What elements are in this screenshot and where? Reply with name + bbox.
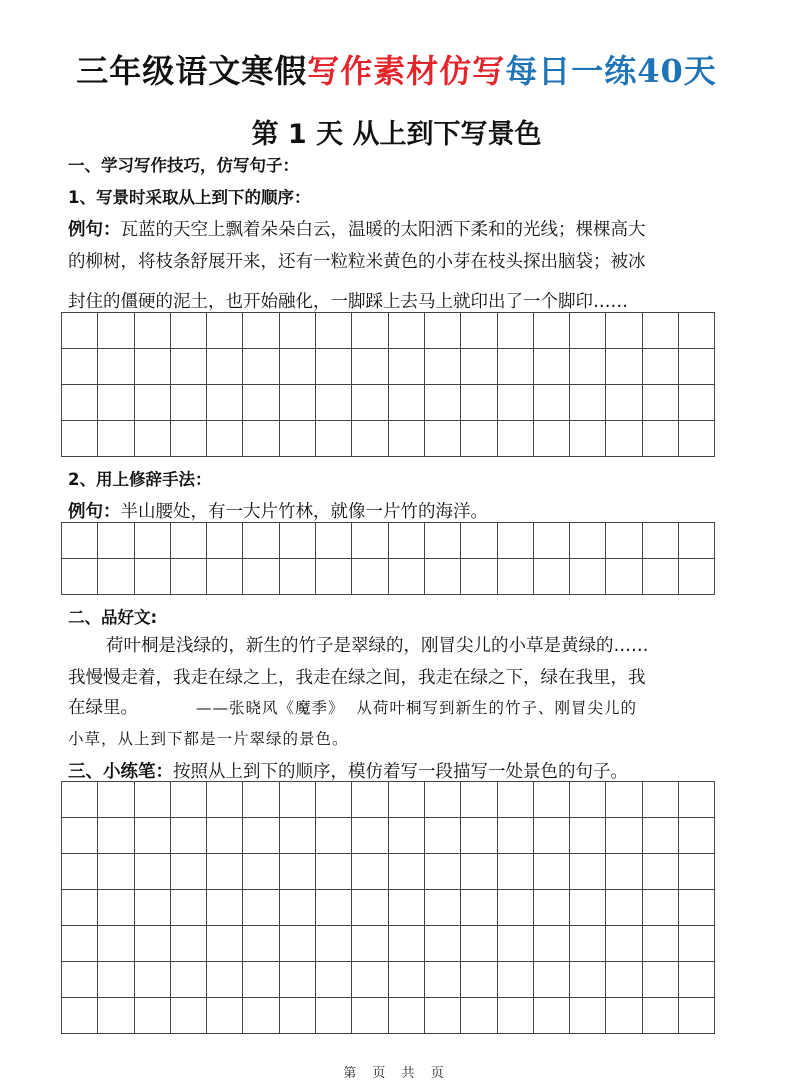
item2-example-line [68, 498, 488, 523]
grid-cell[interactable] [207, 998, 243, 1034]
grid-cell[interactable] [279, 559, 315, 595]
item1-example-line-1 [68, 216, 646, 241]
grid-cell[interactable] [570, 854, 606, 890]
grid-cell[interactable] [424, 890, 460, 926]
grid-cell[interactable] [570, 313, 606, 349]
grid-cell[interactable] [352, 421, 388, 457]
grid-cell[interactable] [207, 421, 243, 457]
grid-cell[interactable] [642, 385, 678, 421]
grid-cell[interactable] [243, 998, 279, 1034]
grid-cell[interactable] [533, 890, 569, 926]
grid-row [62, 962, 715, 998]
grid-cell[interactable] [352, 349, 388, 385]
grid-cell[interactable] [388, 385, 424, 421]
grid-cell[interactable] [98, 926, 134, 962]
grid-cell[interactable] [352, 313, 388, 349]
grid-cell[interactable] [570, 782, 606, 818]
grid-cell[interactable] [606, 385, 642, 421]
grid-row [62, 782, 715, 818]
example-label: 例句： [68, 220, 121, 240]
grid-cell[interactable] [533, 962, 569, 998]
grid-row [62, 385, 715, 421]
grid-cell[interactable] [62, 962, 98, 998]
grid-cell[interactable] [279, 349, 315, 385]
passage-line-1: 荷叶桐是浅绿的，新生的竹子是翠绿的，刚冒尖儿的小草是黄绿的…… [106, 636, 649, 656]
grid-cell[interactable] [279, 421, 315, 457]
grid-cell[interactable] [134, 998, 170, 1034]
grid-cell[interactable] [461, 559, 497, 595]
section3-heading: 三、小练笔： [68, 762, 173, 782]
grid-cell[interactable] [388, 854, 424, 890]
grid-row [62, 926, 715, 962]
grid-cell[interactable] [679, 998, 715, 1034]
grid-cell[interactable] [316, 385, 352, 421]
grid-cell[interactable] [352, 890, 388, 926]
grid-cell[interactable] [533, 818, 569, 854]
grid-cell[interactable] [497, 962, 533, 998]
grid-cell[interactable] [207, 385, 243, 421]
grid-cell[interactable] [316, 782, 352, 818]
grid-cell[interactable] [642, 559, 678, 595]
grid-cell[interactable] [606, 854, 642, 890]
grid-cell[interactable] [352, 385, 388, 421]
grid-cell[interactable] [316, 998, 352, 1034]
grid-cell[interactable] [352, 782, 388, 818]
grid-cell[interactable] [679, 385, 715, 421]
grid-cell[interactable] [134, 523, 170, 559]
grid-cell[interactable] [642, 313, 678, 349]
grid-cell[interactable] [424, 926, 460, 962]
grid-cell[interactable] [316, 962, 352, 998]
grid-cell[interactable] [134, 962, 170, 998]
section3-line [68, 758, 628, 783]
grid-cell[interactable] [243, 962, 279, 998]
grid-cell[interactable] [606, 818, 642, 854]
grid-cell[interactable] [497, 782, 533, 818]
grid-cell[interactable] [207, 890, 243, 926]
grid-cell[interactable] [316, 890, 352, 926]
grid-cell[interactable] [279, 926, 315, 962]
day-title: 第 1 天 从上到下写景色 [251, 119, 542, 150]
grid-cell[interactable] [424, 559, 460, 595]
passage-line-3 [68, 694, 637, 719]
grid-cell[interactable] [352, 998, 388, 1034]
passage-line-2: 我慢慢走着，我走在绿之上，我走在绿之间，我走在绿之下，绿在我里，我 [68, 668, 646, 688]
grid-cell[interactable] [497, 818, 533, 854]
grid-cell[interactable] [461, 890, 497, 926]
grid-cell[interactable] [98, 523, 134, 559]
item1-example-line-3: 封住的僵硬的泥土，也开始融化，一脚踩上去马上就印出了一个脚印…… [68, 292, 628, 312]
grid-cell[interactable] [642, 523, 678, 559]
grid-cell[interactable] [98, 998, 134, 1034]
grid-cell[interactable] [170, 926, 206, 962]
grid-cell[interactable] [424, 349, 460, 385]
grid-cell[interactable] [606, 313, 642, 349]
writing-grid-1[interactable] [61, 312, 715, 457]
grid-cell[interactable] [461, 818, 497, 854]
grid-cell[interactable] [352, 854, 388, 890]
grid-cell[interactable] [461, 421, 497, 457]
grid-cell[interactable] [679, 926, 715, 962]
grid-cell[interactable] [243, 890, 279, 926]
grid-row [62, 998, 715, 1034]
example-text: 瓦蓝的天空上飘着朵朵白云，温暖的太阳洒下柔和的光线；棵棵高大 [120, 220, 646, 240]
grid-cell[interactable] [497, 998, 533, 1034]
grid-cell[interactable] [679, 890, 715, 926]
grid-cell[interactable] [170, 818, 206, 854]
grid-cell[interactable] [243, 523, 279, 559]
grid-cell[interactable] [62, 818, 98, 854]
grid-cell[interactable] [170, 962, 206, 998]
page-footer: 第 页 共 页 [343, 1066, 450, 1081]
grid-cell[interactable] [316, 818, 352, 854]
grid-cell[interactable] [679, 818, 715, 854]
section2-heading: 二、品好文: [68, 608, 158, 627]
grid-cell[interactable] [461, 313, 497, 349]
grid-row [62, 523, 715, 559]
grid-cell[interactable] [497, 313, 533, 349]
grid-cell[interactable] [533, 349, 569, 385]
grid-cell[interactable] [424, 962, 460, 998]
grid-cell[interactable] [533, 782, 569, 818]
example-text: 半山腰处，有一大片竹林，就像一片竹的海洋。 [120, 502, 488, 522]
grid-cell[interactable] [134, 818, 170, 854]
grid-cell[interactable] [388, 962, 424, 998]
grid-cell[interactable] [279, 998, 315, 1034]
grid-cell[interactable] [207, 523, 243, 559]
grid-cell[interactable] [98, 385, 134, 421]
grid-cell[interactable] [279, 818, 315, 854]
grid-cell[interactable] [570, 523, 606, 559]
grid-cell[interactable] [461, 926, 497, 962]
grid-cell[interactable] [424, 998, 460, 1034]
grid-cell[interactable] [424, 385, 460, 421]
grid-cell[interactable] [497, 385, 533, 421]
grid-cell[interactable] [679, 421, 715, 457]
item1-example-line-2: 的柳树，将枝条舒展开来，还有一粒粒米黄色的小芽在枝头探出脑袋；被冰 [68, 252, 646, 272]
grid-cell[interactable] [388, 523, 424, 559]
grid-cell[interactable] [316, 523, 352, 559]
grid-cell[interactable] [533, 926, 569, 962]
grid-cell[interactable] [388, 818, 424, 854]
grid-cell[interactable] [388, 349, 424, 385]
grid-cell[interactable] [497, 349, 533, 385]
grid-row [62, 854, 715, 890]
grid-cell[interactable] [62, 523, 98, 559]
grid-cell[interactable] [533, 385, 569, 421]
grid-cell[interactable] [134, 385, 170, 421]
grid-cell[interactable] [62, 313, 98, 349]
grid-cell[interactable] [316, 421, 352, 457]
grid-cell[interactable] [570, 349, 606, 385]
grid-cell[interactable] [98, 313, 134, 349]
grid-row [62, 349, 715, 385]
grid-cell[interactable] [279, 523, 315, 559]
grid-cell[interactable] [642, 890, 678, 926]
passage-comment-1: 从荷叶桐写到新生的竹子、刚冒尖儿的 [356, 699, 638, 717]
grid-cell[interactable] [243, 559, 279, 595]
grid-cell[interactable] [352, 523, 388, 559]
grid-cell[interactable] [134, 782, 170, 818]
grid-cell[interactable] [134, 926, 170, 962]
grid-cell[interactable] [170, 385, 206, 421]
grid-cell[interactable] [388, 559, 424, 595]
grid-cell[interactable] [207, 854, 243, 890]
passage-comment-2: 小草，从上到下都是一片翠绿的景色。 [68, 730, 349, 748]
grid-cell[interactable] [207, 962, 243, 998]
grid-cell[interactable] [606, 421, 642, 457]
grid-cell[interactable] [388, 313, 424, 349]
grid-cell[interactable] [243, 349, 279, 385]
grid-cell[interactable] [279, 890, 315, 926]
grid-cell[interactable] [606, 349, 642, 385]
grid-cell[interactable] [679, 559, 715, 595]
grid-cell[interactable] [352, 926, 388, 962]
grid-cell[interactable] [207, 349, 243, 385]
grid-cell[interactable] [642, 854, 678, 890]
grid-cell[interactable] [570, 962, 606, 998]
grid-cell[interactable] [606, 962, 642, 998]
grid-cell[interactable] [243, 854, 279, 890]
section1-heading: 一、学习写作技巧，仿写句子： [68, 156, 299, 175]
grid-cell[interactable] [570, 385, 606, 421]
grid-cell[interactable] [570, 998, 606, 1034]
grid-cell[interactable] [279, 313, 315, 349]
header-part-3: 每日一练40天 [505, 52, 717, 90]
grid-cell[interactable] [243, 782, 279, 818]
grid-cell[interactable] [170, 313, 206, 349]
grid-row [62, 313, 715, 349]
grid-cell[interactable] [679, 854, 715, 890]
grid-cell[interactable] [679, 782, 715, 818]
writing-grid-3[interactable] [61, 781, 715, 1034]
section3-instruction: 按照从上到下的顺序，模仿着写一段描写一处景色的句子。 [173, 762, 628, 782]
grid-cell[interactable] [134, 313, 170, 349]
grid-cell[interactable] [461, 962, 497, 998]
grid-cell[interactable] [316, 926, 352, 962]
grid-cell[interactable] [243, 818, 279, 854]
grid-cell[interactable] [461, 854, 497, 890]
grid-cell[interactable] [388, 782, 424, 818]
grid-cell[interactable] [461, 385, 497, 421]
grid-cell[interactable] [207, 313, 243, 349]
grid-cell[interactable] [679, 962, 715, 998]
grid-cell[interactable] [533, 523, 569, 559]
header-part-1: 三年级语文寒假 [76, 52, 308, 90]
grid-cell[interactable] [497, 890, 533, 926]
grid-cell[interactable] [207, 818, 243, 854]
grid-cell[interactable] [316, 559, 352, 595]
example-label: 例句： [68, 502, 121, 522]
grid-cell[interactable] [388, 926, 424, 962]
grid-cell[interactable] [243, 421, 279, 457]
grid-cell[interactable] [62, 998, 98, 1034]
grid-cell[interactable] [606, 926, 642, 962]
grid-cell[interactable] [98, 421, 134, 457]
writing-grid-2[interactable] [61, 522, 715, 595]
grid-cell[interactable] [279, 782, 315, 818]
grid-cell[interactable] [533, 421, 569, 457]
grid-cell[interactable] [570, 559, 606, 595]
grid-cell[interactable] [170, 349, 206, 385]
grid-cell[interactable] [170, 523, 206, 559]
grid-cell[interactable] [606, 782, 642, 818]
grid-cell[interactable] [679, 349, 715, 385]
grid-cell[interactable] [570, 890, 606, 926]
grid-cell[interactable] [134, 854, 170, 890]
grid-cell[interactable] [533, 313, 569, 349]
grid-cell[interactable] [497, 926, 533, 962]
grid-cell[interactable] [98, 962, 134, 998]
grid-cell[interactable] [497, 421, 533, 457]
grid-cell[interactable] [533, 559, 569, 595]
grid-cell[interactable] [279, 962, 315, 998]
grid-cell[interactable] [62, 349, 98, 385]
grid-cell[interactable] [424, 818, 460, 854]
grid-cell[interactable] [279, 854, 315, 890]
grid-cell[interactable] [98, 818, 134, 854]
grid-cell[interactable] [243, 926, 279, 962]
grid-cell[interactable] [62, 854, 98, 890]
grid-cell[interactable] [98, 854, 134, 890]
grid-cell[interactable] [62, 559, 98, 595]
grid-cell[interactable] [679, 523, 715, 559]
grid-row [62, 890, 715, 926]
grid-cell[interactable] [388, 421, 424, 457]
grid-row [62, 421, 715, 457]
grid-cell[interactable] [424, 421, 460, 457]
grid-cell[interactable] [606, 523, 642, 559]
grid-cell[interactable] [642, 926, 678, 962]
grid-cell[interactable] [62, 782, 98, 818]
grid-cell[interactable] [642, 998, 678, 1034]
grid-cell[interactable] [207, 926, 243, 962]
grid-cell[interactable] [352, 962, 388, 998]
grid-cell[interactable] [606, 998, 642, 1034]
grid-cell[interactable] [533, 854, 569, 890]
grid-cell[interactable] [424, 523, 460, 559]
grid-cell[interactable] [642, 349, 678, 385]
grid-cell[interactable] [606, 890, 642, 926]
grid-cell[interactable] [642, 818, 678, 854]
passage-attribution: ——张晓风《魔季》 [196, 699, 345, 717]
grid-cell[interactable] [170, 890, 206, 926]
grid-cell[interactable] [134, 421, 170, 457]
grid-cell[interactable] [424, 782, 460, 818]
grid-cell[interactable] [570, 926, 606, 962]
grid-cell[interactable] [207, 782, 243, 818]
grid-cell[interactable] [170, 998, 206, 1034]
grid-cell[interactable] [134, 890, 170, 926]
grid-cell[interactable] [570, 818, 606, 854]
grid-cell[interactable] [388, 998, 424, 1034]
document-header [0, 46, 793, 92]
grid-cell[interactable] [388, 890, 424, 926]
grid-cell[interactable] [461, 998, 497, 1034]
grid-cell[interactable] [316, 313, 352, 349]
grid-cell[interactable] [98, 559, 134, 595]
item1-heading: 1、写景时采取从上到下的顺序： [68, 188, 311, 207]
item2-heading: 2、用上修辞手法： [68, 470, 212, 489]
grid-cell[interactable] [461, 782, 497, 818]
grid-cell[interactable] [243, 313, 279, 349]
grid-cell[interactable] [170, 782, 206, 818]
grid-cell[interactable] [461, 523, 497, 559]
grid-cell[interactable] [170, 559, 206, 595]
grid-cell[interactable] [279, 385, 315, 421]
grid-row [62, 818, 715, 854]
grid-cell[interactable] [316, 854, 352, 890]
passage-line-3-text: 在绿里。 [68, 698, 138, 718]
grid-cell[interactable] [679, 313, 715, 349]
grid-cell[interactable] [606, 559, 642, 595]
grid-cell[interactable] [642, 782, 678, 818]
grid-cell[interactable] [170, 421, 206, 457]
header-part-2: 写作素材仿写 [307, 52, 506, 90]
grid-cell[interactable] [98, 782, 134, 818]
grid-cell[interactable] [497, 559, 533, 595]
grid-cell[interactable] [570, 421, 606, 457]
grid-cell[interactable] [62, 926, 98, 962]
grid-cell[interactable] [62, 890, 98, 926]
grid-cell[interactable] [424, 854, 460, 890]
grid-cell[interactable] [62, 385, 98, 421]
grid-cell[interactable] [207, 559, 243, 595]
grid-cell[interactable] [352, 818, 388, 854]
grid-cell[interactable] [170, 854, 206, 890]
grid-cell[interactable] [642, 962, 678, 998]
grid-cell[interactable] [642, 421, 678, 457]
grid-cell[interactable] [134, 349, 170, 385]
grid-cell[interactable] [424, 313, 460, 349]
grid-cell[interactable] [98, 890, 134, 926]
grid-cell[interactable] [316, 349, 352, 385]
grid-cell[interactable] [533, 998, 569, 1034]
grid-cell[interactable] [352, 559, 388, 595]
grid-cell[interactable] [98, 349, 134, 385]
grid-cell[interactable] [461, 349, 497, 385]
grid-cell[interactable] [497, 854, 533, 890]
grid-cell[interactable] [497, 523, 533, 559]
grid-cell[interactable] [243, 385, 279, 421]
grid-cell[interactable] [62, 421, 98, 457]
grid-cell[interactable] [134, 559, 170, 595]
grid-row [62, 559, 715, 595]
